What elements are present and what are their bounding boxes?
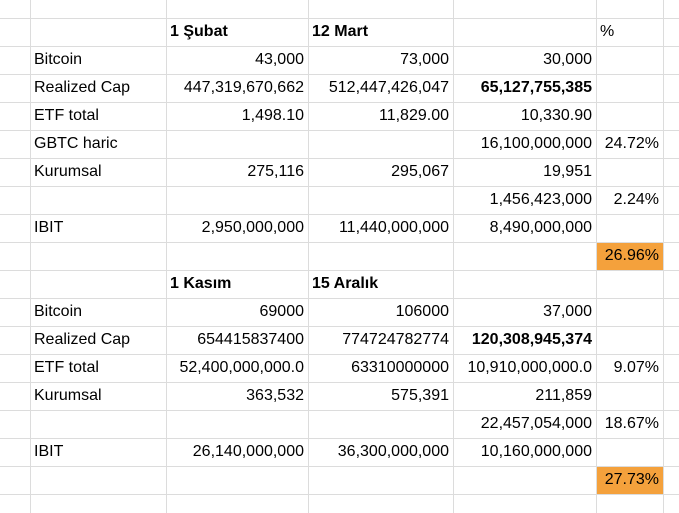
cell-r1-d[interactable]: 12 Mart [312, 23, 369, 40]
row-gridline [0, 74, 679, 75]
cell-r9-g[interactable] [663, 242, 679, 270]
cell-r15-d[interactable] [308, 410, 453, 438]
cell-r0-d[interactable] [308, 0, 453, 18]
cell-r4-e[interactable]: 10,330.90 [520, 107, 592, 124]
column-gridline [30, 0, 31, 513]
cell-r5-c[interactable] [166, 130, 308, 158]
cell-r17-c[interactable] [166, 466, 308, 494]
cell-r16-d[interactable]: 36,300,000,000 [337, 443, 449, 460]
cell-r4-g[interactable] [663, 102, 679, 130]
cell-r8-d[interactable]: 11,440,000,000 [338, 219, 449, 236]
cell-r14-g[interactable] [663, 382, 679, 410]
cell-r9-f[interactable]: 26.96% [596, 242, 663, 270]
cell-r10-d[interactable]: 15 Aralık [312, 275, 379, 292]
cell-r16-e[interactable]: 10,160,000,000 [480, 443, 592, 460]
cell-r7-g[interactable] [663, 186, 679, 214]
row-gridline [0, 46, 679, 47]
cell-r15-f[interactable]: 18.67% [604, 415, 659, 432]
cell-r11-label[interactable]: Bitcoin [34, 303, 83, 320]
row-gridline [0, 410, 679, 411]
cell-r9-c[interactable] [166, 242, 308, 270]
cell-r5-d[interactable] [308, 130, 453, 158]
column-gridline [308, 0, 309, 513]
row-gridline [0, 326, 679, 327]
cell-r4-label[interactable]: ETF total [34, 107, 99, 124]
cell-r8-c[interactable]: 2,950,000,000 [201, 219, 304, 236]
column-gridline [453, 0, 454, 513]
cell-r5-g[interactable] [663, 130, 679, 158]
row-gridline [0, 270, 679, 271]
cell-r3-d[interactable]: 512,447,426,047 [328, 79, 449, 96]
cell-r2-g[interactable] [663, 46, 679, 74]
column-gridline [663, 0, 664, 513]
cell-r10-f[interactable] [596, 270, 663, 298]
cell-r13-label[interactable]: ETF total [34, 359, 99, 376]
cell-r6-f[interactable] [596, 158, 663, 186]
cell-r7-label[interactable] [30, 186, 166, 214]
cell-r11-c[interactable]: 69000 [259, 303, 304, 320]
cell-r5-label[interactable]: GBTC haric [34, 135, 118, 152]
cell-r16-label[interactable]: IBIT [34, 443, 64, 460]
cell-r12-c[interactable]: 654415837400 [197, 331, 304, 348]
row-gridline [0, 130, 679, 131]
cell-r13-g[interactable] [663, 354, 679, 382]
cell-r3-e[interactable]: 65,127,755,385 [480, 79, 592, 96]
cell-r4-c[interactable]: 1,498.10 [241, 107, 304, 124]
cell-r3-g[interactable] [663, 74, 679, 102]
cell-r8-label[interactable]: IBIT [34, 219, 64, 236]
cell-r5-e[interactable]: 16,100,000,000 [480, 135, 592, 152]
cell-r16-g[interactable] [663, 438, 679, 466]
cell-r12-label[interactable]: Realized Cap [34, 331, 131, 348]
row-gridline [0, 438, 679, 439]
cell-r0-c[interactable] [166, 0, 308, 18]
cell-r1-g[interactable] [663, 18, 679, 46]
row-gridline [0, 466, 679, 467]
cell-r16-c[interactable]: 26,140,000,000 [192, 443, 304, 460]
cell-r4-f[interactable] [596, 102, 663, 130]
cell-r10-label[interactable] [30, 270, 166, 298]
cell-r1-e[interactable] [453, 18, 596, 46]
cell-r3-label[interactable]: Realized Cap [34, 79, 131, 96]
cell-r4-d[interactable]: 11,829.00 [379, 107, 449, 124]
cell-r6-c[interactable]: 275,116 [247, 163, 304, 180]
row-gridline [0, 494, 679, 495]
cell-r15-e[interactable]: 22,457,054,000 [480, 415, 592, 432]
cell-r3-f[interactable] [596, 74, 663, 102]
cell-r11-g[interactable] [663, 298, 679, 326]
row-gridline [0, 158, 679, 159]
cell-r9-label[interactable] [30, 242, 166, 270]
cell-r14-d[interactable]: 575,391 [391, 387, 449, 404]
cell-r1-f[interactable]: % [600, 23, 615, 40]
cell-r11-d[interactable]: 106000 [395, 303, 449, 320]
cell-r0-e[interactable] [453, 0, 596, 18]
row-gridline [0, 214, 679, 215]
cell-r7-d[interactable] [308, 186, 453, 214]
cell-r8-f[interactable] [596, 214, 663, 242]
cell-r2-c[interactable]: 43,000 [255, 51, 304, 68]
cell-r14-e[interactable]: 211,859 [535, 387, 592, 404]
cell-r1-c[interactable]: 1 Şubat [170, 23, 228, 40]
cell-r11-f[interactable] [596, 298, 663, 326]
cell-r12-g[interactable] [663, 326, 679, 354]
row-gridline [0, 354, 679, 355]
cell-r0-g[interactable] [663, 0, 679, 18]
cell-r17-f[interactable]: 27.73% [596, 466, 663, 494]
cell-r12-f[interactable] [596, 326, 663, 354]
cell-r6-label[interactable]: Kurumsal [34, 163, 102, 180]
cell-r2-label[interactable]: Bitcoin [34, 51, 83, 68]
cell-r7-f[interactable]: 2.24% [613, 191, 659, 208]
cell-r8-e[interactable]: 8,490,000,000 [489, 219, 592, 236]
cell-r7-e[interactable]: 1,456,423,000 [489, 191, 592, 208]
cell-r15-c[interactable] [166, 410, 308, 438]
cell-r2-e[interactable]: 30,000 [543, 51, 592, 68]
cell-r10-g[interactable] [663, 270, 679, 298]
row-gridline [0, 186, 679, 187]
cell-r13-f[interactable]: 9.07% [613, 359, 659, 376]
cell-r0-label[interactable] [30, 0, 166, 18]
row-gridline [0, 102, 679, 103]
cell-r13-e[interactable]: 10,910,000,000.0 [467, 359, 592, 376]
cell-r17-e[interactable] [453, 466, 596, 494]
cell-r14-c[interactable]: 363,532 [246, 387, 304, 404]
cell-r6-g[interactable] [663, 158, 679, 186]
cell-r13-c[interactable]: 52,400,000,000.0 [179, 359, 304, 376]
cell-r3-c[interactable]: 447,319,670,662 [183, 79, 304, 96]
cell-r16-f[interactable] [596, 438, 663, 466]
row-gridline [0, 242, 679, 243]
cell-r14-f[interactable] [596, 382, 663, 410]
cell-r17-label[interactable] [30, 466, 166, 494]
cell-r2-f[interactable] [596, 46, 663, 74]
cell-r14-label[interactable]: Kurumsal [34, 387, 102, 404]
cell-r7-c[interactable] [166, 186, 308, 214]
cell-r6-d[interactable]: 295,067 [391, 163, 449, 180]
column-gridline [596, 0, 597, 513]
cell-r5-f[interactable]: 24.72% [604, 135, 659, 152]
cell-r1-label[interactable] [30, 18, 166, 46]
cell-r17-d[interactable] [308, 466, 453, 494]
cell-r2-d[interactable]: 73,000 [400, 51, 449, 68]
row-gridline [0, 18, 679, 19]
column-gridline [166, 0, 167, 513]
row-gridline [0, 298, 679, 299]
cell-r9-e[interactable] [453, 242, 596, 270]
cell-r17-g[interactable] [663, 466, 679, 494]
cell-r13-d[interactable]: 63310000000 [351, 359, 449, 376]
cell-r10-e[interactable] [453, 270, 596, 298]
cell-r15-g[interactable] [663, 410, 679, 438]
cell-r8-g[interactable] [663, 214, 679, 242]
cell-r10-c[interactable]: 1 Kasım [170, 275, 232, 292]
cell-r11-e[interactable]: 37,000 [543, 303, 592, 320]
cell-r12-e[interactable]: 120,308,945,374 [471, 331, 592, 348]
cell-r6-e[interactable]: 19,951 [543, 163, 592, 180]
cell-r0-f[interactable] [596, 0, 663, 18]
row-gridline [0, 382, 679, 383]
cell-r12-d[interactable]: 774724782774 [342, 331, 449, 348]
cell-r9-d[interactable] [308, 242, 453, 270]
cell-r15-label[interactable] [30, 410, 166, 438]
